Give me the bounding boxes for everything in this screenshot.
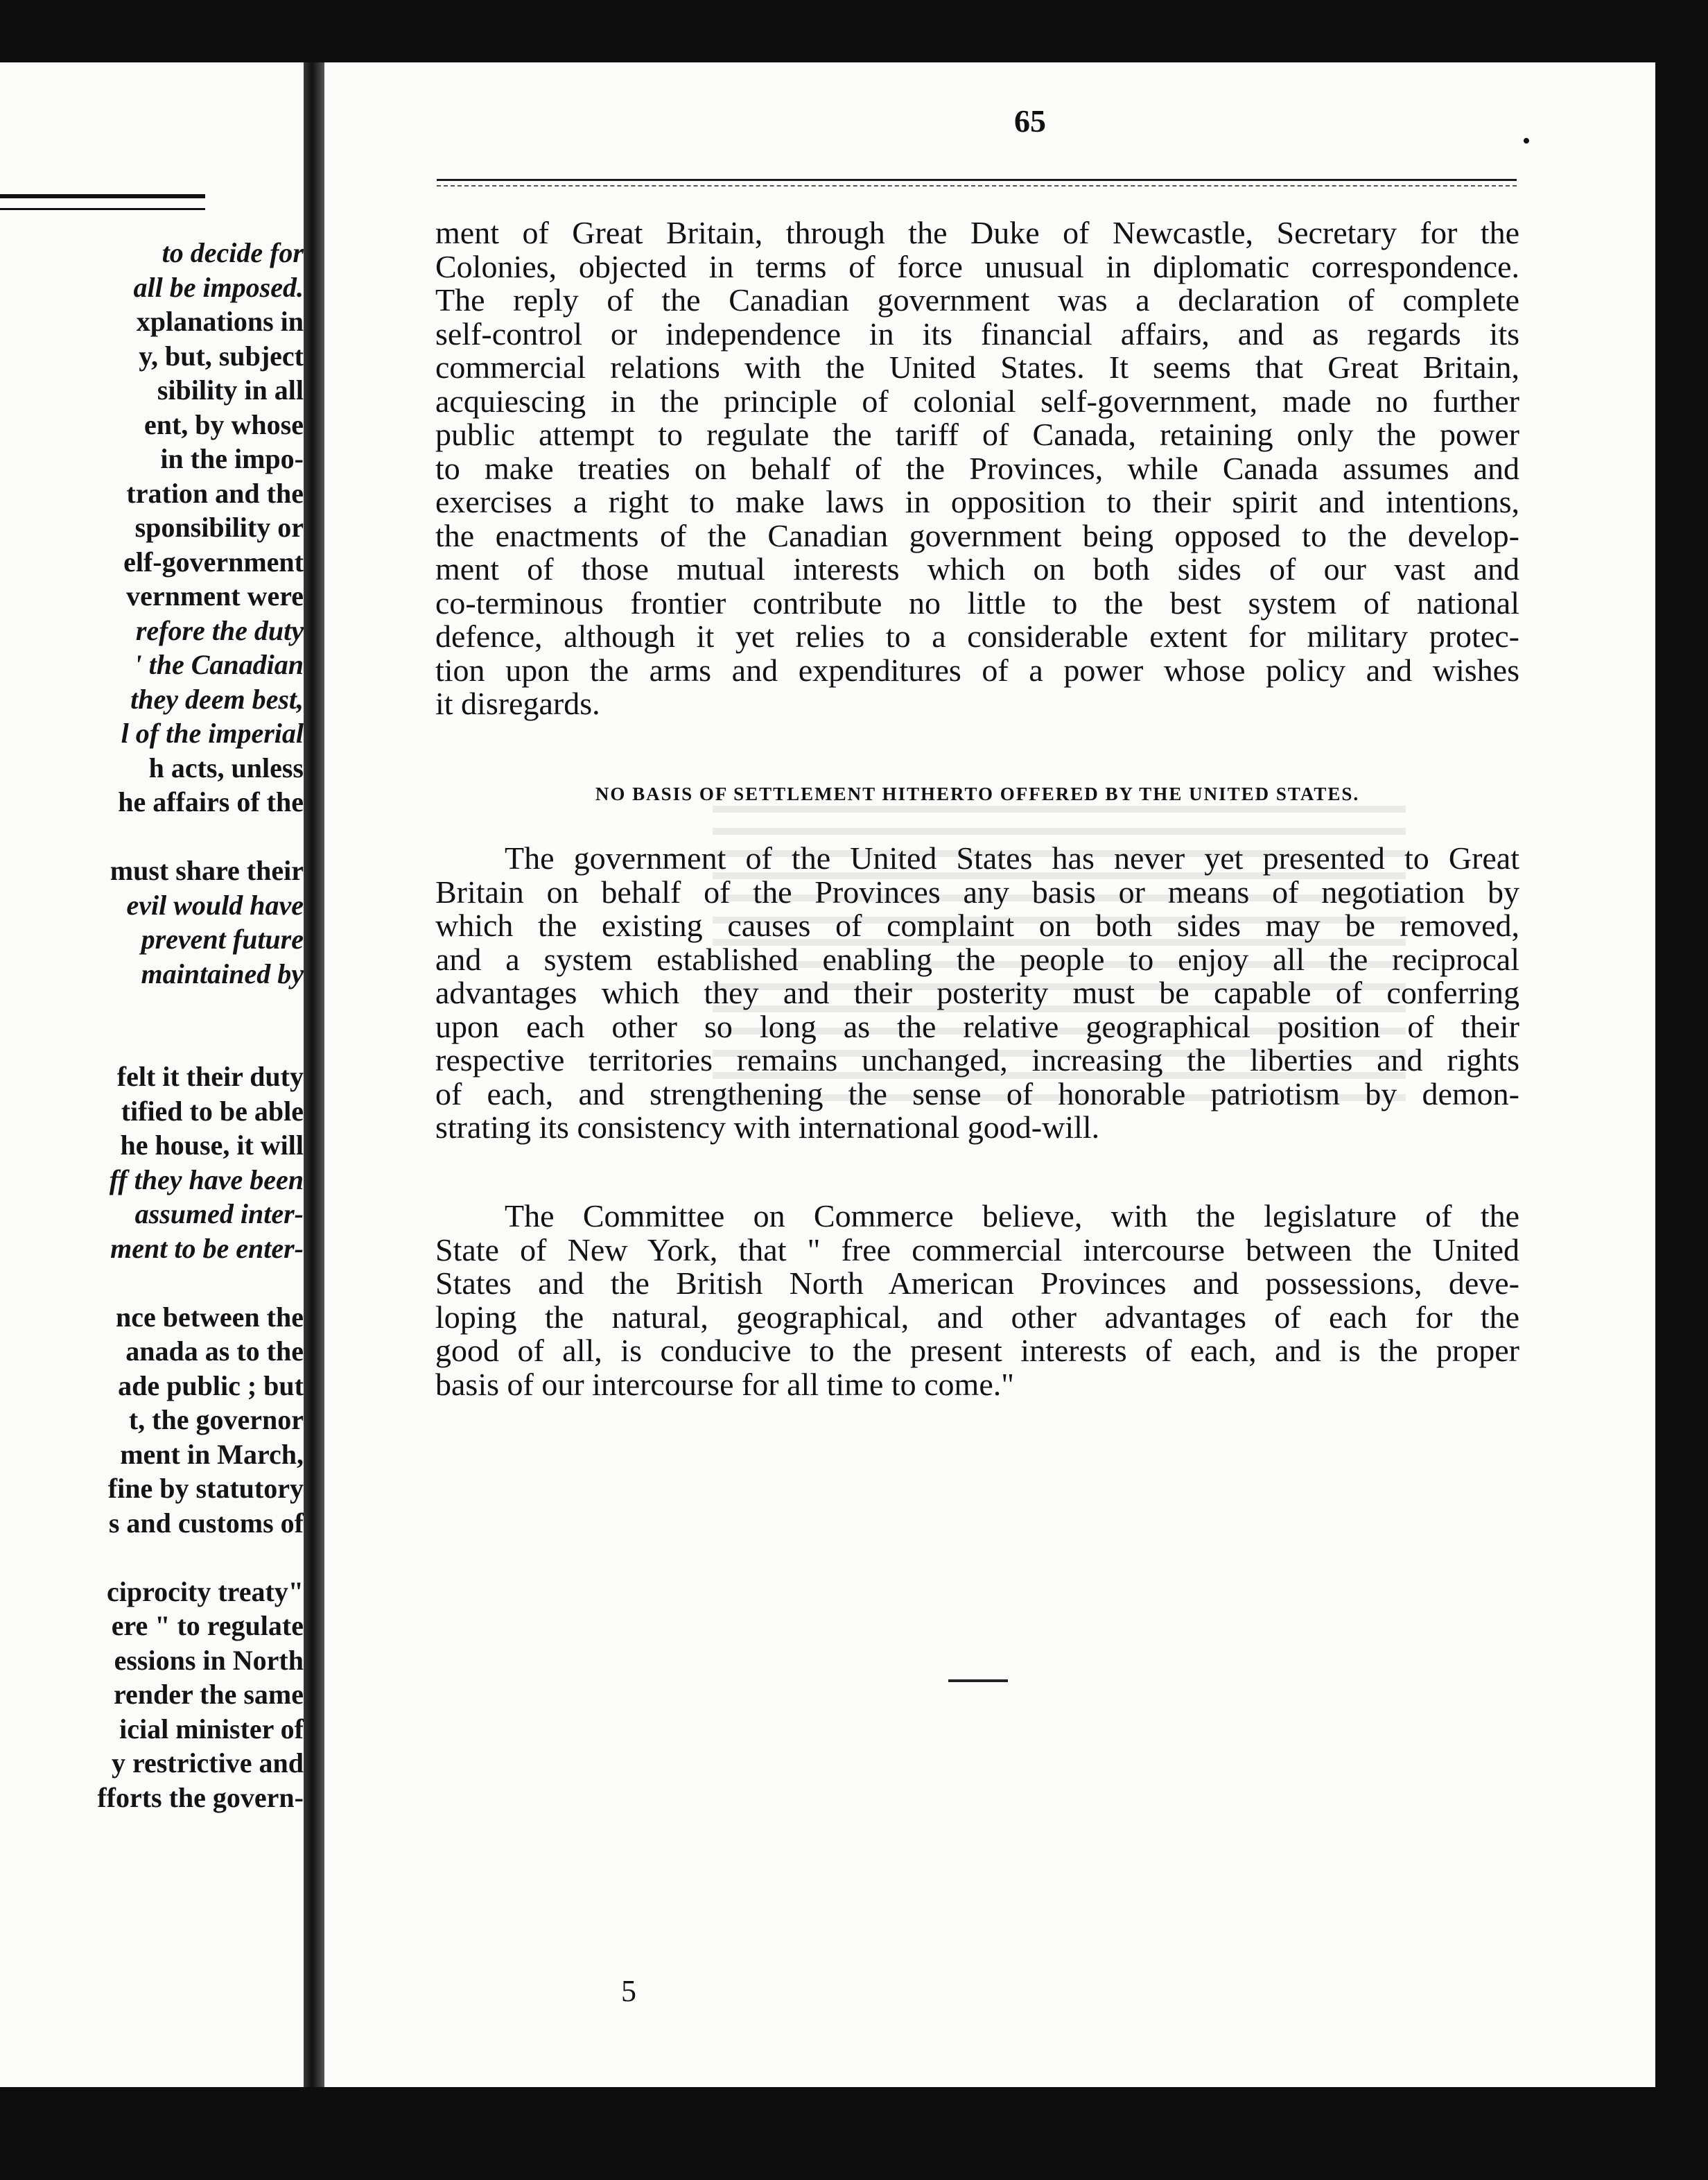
section-heading: NO BASIS OF SETTLEMENT HITHERTO OFFERED BY THE UNITED STATES. — [595, 784, 1360, 804]
left-page-line: xplanations in — [136, 306, 304, 337]
left-page-line: essions in North — [114, 1644, 304, 1676]
text-line: advantages which they and their posterity must be capable of conferring — [435, 975, 1519, 1010]
text-line: which the existing causes of complaint on both sides may be removed, — [435, 908, 1519, 943]
text-line: Britain on behalf of the Provinces any basis or means of negotiation by — [435, 874, 1519, 910]
print-mark: • — [1522, 128, 1531, 154]
text-line: it disregards. — [435, 686, 600, 721]
left-page-line: they deem best, — [130, 683, 304, 715]
left-page-line: assumed inter- — [134, 1198, 304, 1229]
text-line: upon each other so long as the relative geographical position of their — [435, 1008, 1519, 1044]
left-page-line: render the same — [113, 1679, 304, 1710]
right-page — [324, 62, 1655, 2087]
text-line: commercial relations with the United States. It seems that Great Britain, — [435, 349, 1519, 385]
left-page — [0, 62, 304, 2087]
left-page-line: evil would have — [126, 889, 304, 921]
text-line: the enactments of the Canadian government being opposed to the develop- — [435, 517, 1519, 553]
text-line: basis of our intercourse for all time to come." — [435, 1366, 1015, 1402]
left-page-line: anada as to the — [125, 1335, 304, 1367]
left-page-line: ' the Canadian — [134, 649, 304, 680]
left-page-line: ment in March, — [120, 1438, 304, 1470]
paragraph-committee — [435, 1200, 1519, 1401]
left-page-rule — [0, 194, 205, 210]
book-gutter — [304, 62, 324, 2087]
text-line: exercises a right to make laws in opposition to their spirit and intentions, — [435, 484, 1519, 519]
text-line: strating its consistency with international good-will. — [435, 1109, 1100, 1145]
text-line: State of New York, that " free commercial intercourse between the United — [435, 1231, 1519, 1268]
signature-mark: 5 — [621, 1974, 636, 2008]
left-page-line: must share their — [110, 855, 304, 886]
text-line: The Committee on Commerce believe, with the legislature of the — [505, 1198, 1519, 1234]
left-page-line: y restrictive and — [112, 1747, 304, 1779]
left-page-line: refore the duty — [135, 614, 304, 646]
left-page-line: sponsibility or — [134, 512, 304, 543]
left-page-line: to decide for — [162, 237, 304, 268]
left-page-line: t, the governor — [128, 1404, 304, 1435]
left-page-line: h acts, unless — [148, 752, 304, 784]
text-line: and a system established enabling the people to enjoy all the reciprocal — [435, 941, 1519, 977]
left-page-line: ent, by whose — [143, 408, 304, 440]
left-page-line: ment to be enter- — [110, 1232, 304, 1264]
left-page-line: in the impo- — [160, 443, 304, 474]
left-page-line: s and customs of — [108, 1507, 304, 1539]
left-page-line: ade public ; but — [118, 1369, 304, 1401]
left-page-line: icial minister of — [119, 1713, 304, 1745]
left-page-line: he affairs of the — [118, 786, 304, 818]
left-page-line: ff they have been — [109, 1163, 304, 1195]
left-page-line: ciprocity treaty" — [107, 1575, 304, 1607]
left-page-line: all be imposed. — [133, 271, 304, 303]
text-line: public attempt to regulate the tariff of Canada, retaining only the power — [435, 417, 1519, 452]
text-line: to make treaties on behalf of the Provinces, while Canada assumes and — [435, 450, 1519, 486]
left-page-line: fine by statutory — [107, 1473, 304, 1504]
header-rule — [437, 179, 1517, 187]
left-page-line: vernment were — [126, 580, 304, 612]
text-line: The reply of the Canadian government was a declaration of complete — [435, 282, 1519, 318]
text-line: good of all, is conducive to the present interests of each, and is the proper — [435, 1333, 1519, 1368]
text-line: States and the British North American Provinces and possessions, deve- — [435, 1265, 1519, 1301]
text-line: loping the natural, geographical, and other advantages of each for the — [435, 1299, 1519, 1335]
left-page-line: l of the imperial — [121, 718, 304, 749]
text-line: defence, although it yet relies to a considerable extent for military protec- — [435, 618, 1519, 654]
left-page-line: ere " to regulate — [111, 1610, 304, 1641]
left-page-line: nce between the — [115, 1301, 304, 1333]
text-line: of each, and strengthening the sense of honorable patriotism by demon- — [435, 1075, 1519, 1111]
text-line: The government of the United States has never yet presented to Great — [505, 840, 1519, 876]
text-line: acquiescing in the principle of colonial self-government, made no further — [435, 383, 1519, 419]
paragraph-continued — [435, 216, 1519, 721]
text-line: tion upon the arms and expenditures of a power whose policy and wishes — [435, 652, 1519, 688]
left-page-line: felt it their duty — [116, 1061, 304, 1092]
left-page-line: sibility in all — [157, 374, 304, 406]
text-line: Colonies, objected in terms of force unusual in diplomatic correspondence. — [435, 248, 1519, 284]
page-number: 65 — [1014, 103, 1046, 139]
text-line: ment of Great Britain, through the Duke of Newcastle, Secretary for the — [435, 215, 1519, 250]
text-line: ment of those mutual interests which on both sides of our vast and — [435, 551, 1519, 587]
left-page-line: maintained by — [141, 958, 304, 989]
left-page-line: fforts the govern- — [97, 1781, 304, 1813]
text-line: self-control or independence in its financial affairs, and as regards its — [435, 315, 1519, 352]
text-line: co-terminous frontier contribute no little to the best system of national — [435, 585, 1519, 621]
left-page-line: prevent future — [141, 924, 304, 955]
closing-rule — [948, 1679, 1008, 1682]
left-page-line: tration and the — [126, 477, 304, 509]
left-page-line: he house, it will — [120, 1130, 304, 1161]
text-line: respective territories remains unchanged, increasing the liberties and rights — [435, 1042, 1519, 1078]
left-page-line: tified to be able — [121, 1095, 304, 1127]
paragraph-no-basis — [435, 842, 1519, 1145]
left-page-line: elf-government — [123, 546, 304, 578]
left-page-line: y, but, subject — [139, 340, 304, 372]
